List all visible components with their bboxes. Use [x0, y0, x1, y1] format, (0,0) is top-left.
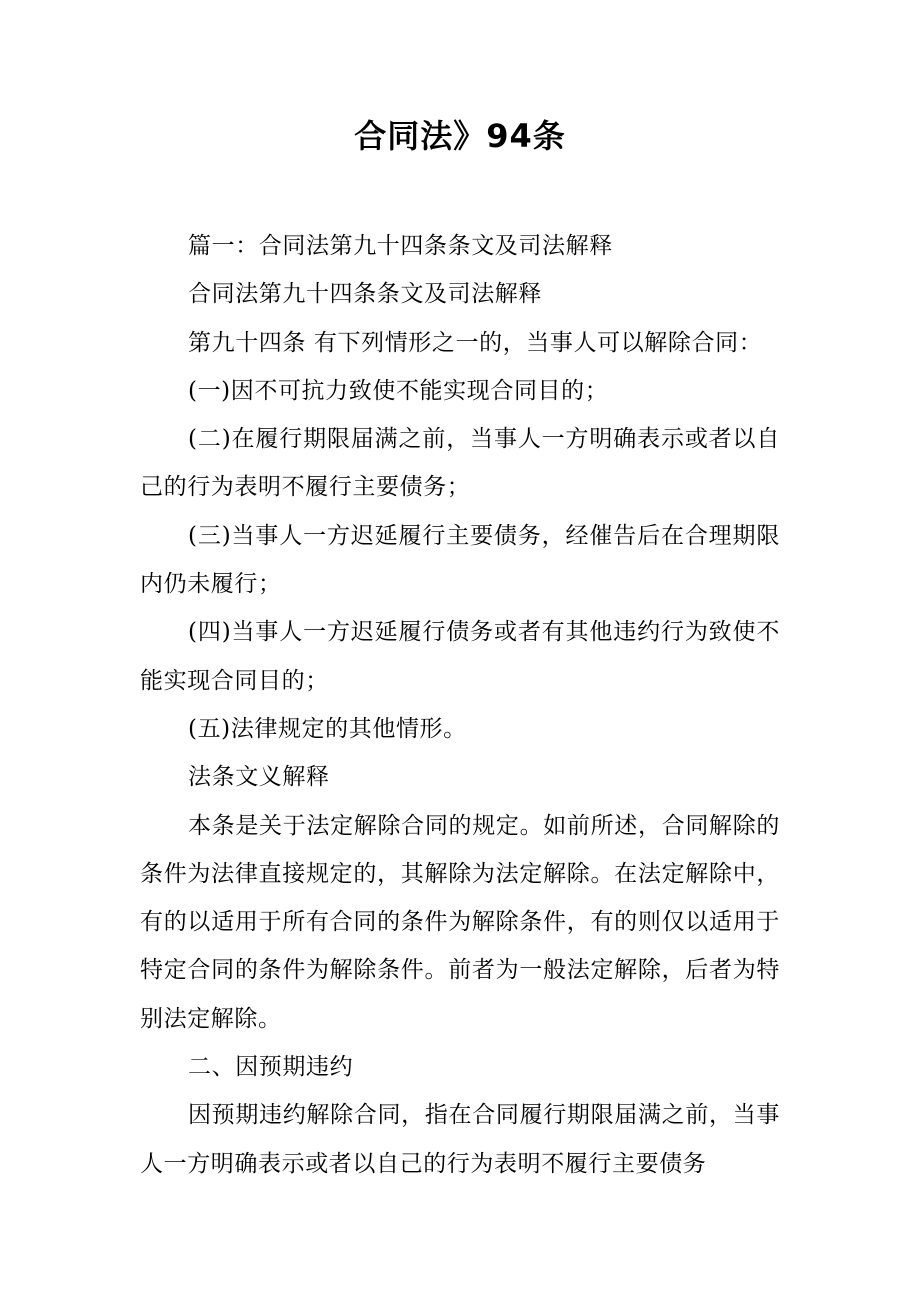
paragraph: 二、因预期违约 [188, 1054, 354, 1081]
paragraph: (五)法律规定的其他情形。 [188, 715, 467, 742]
document-title: 合同法》94条 [354, 117, 566, 155]
paragraph: 本条是关于法定解除合同的规定。如前所述，合同解除的条件为法律直接规定的，其解除为法定解除。在法定解除中，有的以适用于所有合同的条件为解除条件，有的则仅以适用于特定合同的条件为解除条件。前者为一般法定解除，后者为特别法定解除。 [140, 812, 780, 1032]
paragraph: 合同法第九十四条条文及司法解释 [188, 281, 542, 308]
paragraph: 第九十四条 有下列情形之一的，当事人可以解除合同： [188, 329, 763, 356]
paragraph: (一)因不可抗力致使不能实现合同目的； [188, 377, 609, 404]
paragraph: 篇一：合同法第九十四条条文及司法解释 [188, 233, 613, 259]
document-body [140, 222, 780, 1188]
paragraph: (四)当事人一方迟延履行债务或者有其他违约行为致使不能实现合同目的； [140, 619, 780, 694]
paragraph: 法条文义解释 [188, 764, 330, 791]
paragraph: (二)在履行期限届满之前，当事人一方明确表示或者以自己的行为表明不履行主要债务； [140, 426, 780, 501]
paragraph: (三)当事人一方迟延履行主要债务，经催告后在合理期限内仍未履行； [140, 522, 780, 598]
paragraph: 因预期违约解除合同，指在合同履行期限届满之前，当事人一方明确表示或者以自己的行为表明不履行主要债务 [140, 1102, 780, 1177]
